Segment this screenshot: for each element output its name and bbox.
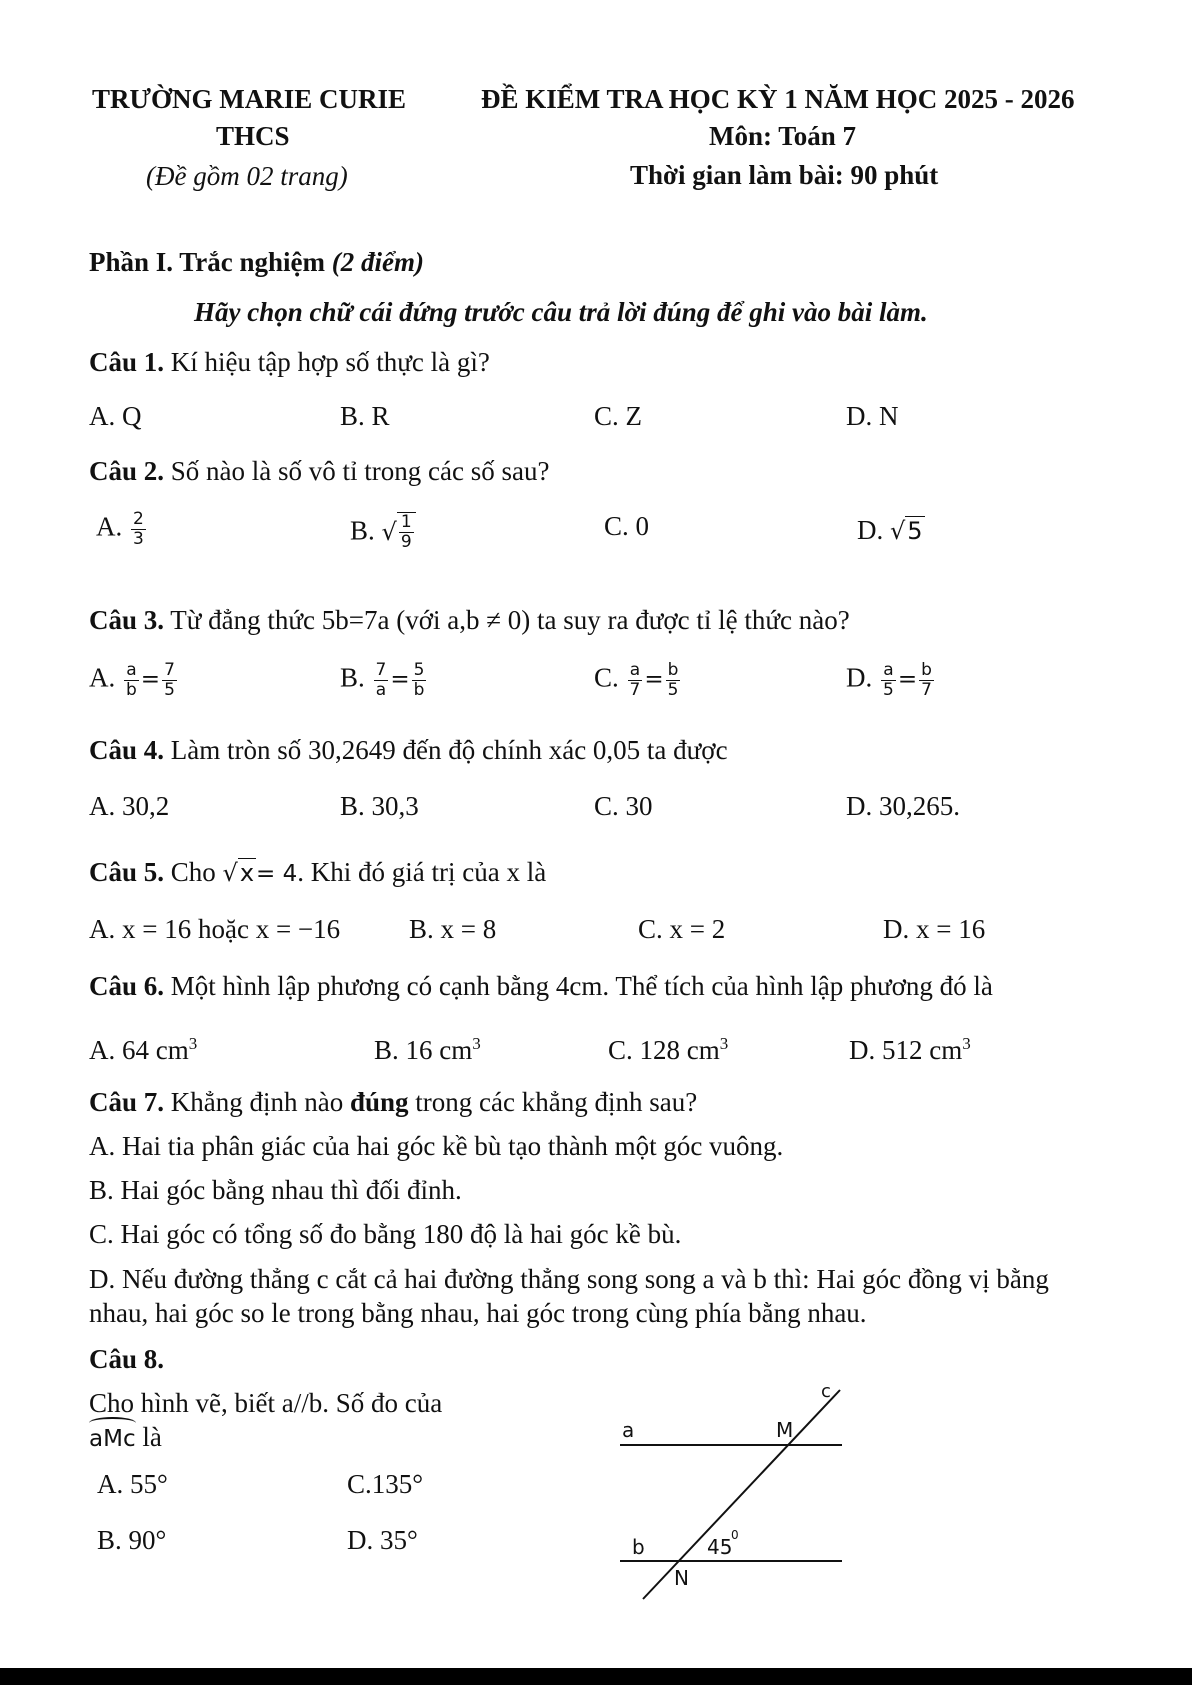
- question-label: Câu 7.: [89, 1087, 165, 1117]
- equals-sign: =: [897, 666, 918, 693]
- fraction: [131, 510, 146, 549]
- q1-option-c: C. Z: [594, 401, 643, 431]
- option-prefix: B.: [350, 515, 375, 546]
- fraction: [666, 661, 681, 700]
- question-label: Câu 3.: [89, 605, 165, 635]
- parallel-lines-figure: [600, 1375, 860, 1615]
- exam-title: ĐỀ KIỂM TRA HỌC KỲ 1 NĂM HỌC 2025 - 2026: [481, 84, 1075, 114]
- subject: Môn: Toán 7: [709, 121, 857, 151]
- question-6: [89, 970, 993, 1002]
- question-label: Câu 2.: [89, 456, 165, 486]
- option-text: B. 16 cm: [374, 1035, 473, 1065]
- degree-mark: 0: [731, 1528, 739, 1542]
- q3-option-a: [89, 661, 179, 700]
- question-text: Từ đẳng thức 5b=7a (với a,b ≠ 0) ta suy ra được tỉ lệ thức nào?: [170, 605, 850, 635]
- fraction: [162, 661, 177, 700]
- exponent: 3: [719, 1034, 729, 1053]
- exponent: 3: [962, 1034, 971, 1053]
- denominator: 5: [883, 680, 894, 700]
- q8-text-line1: Cho hình vẽ, biết a//b. Số đo của: [89, 1388, 443, 1418]
- question-5: [89, 856, 546, 890]
- q7-option-d-line2: nhau, hai góc so le trong bằng nhau, hai góc trong cùng phía bằng nhau.: [89, 1298, 867, 1328]
- numerator: a: [126, 660, 137, 680]
- question-text: Kí hiệu tập hợp số thực là gì?: [170, 347, 490, 377]
- denominator: a: [375, 680, 387, 700]
- q2-option-a: [96, 510, 148, 549]
- angle-notation: aMc: [89, 1423, 136, 1455]
- q8-option-c: C.135°: [347, 1469, 424, 1499]
- q4-option-c: C. 30: [594, 791, 653, 821]
- label-N: N: [674, 1566, 689, 1590]
- radicand: x: [239, 859, 255, 887]
- numerator: 2: [133, 509, 144, 529]
- q7-option-c: C. Hai góc có tổng số đo bằng 180 độ là hai góc kề bù.: [89, 1219, 682, 1249]
- part1-title: Phần I. Trắc nghiệm: [89, 247, 326, 277]
- question-text: Khẳng định nào: [170, 1087, 344, 1117]
- fraction: [628, 661, 643, 700]
- option-text: D. 512 cm: [849, 1035, 963, 1065]
- question-emphasis: đúng: [349, 1087, 409, 1117]
- q7-option-a: A. Hai tia phân giác của hai góc kề bù tạo thành một góc vuông.: [89, 1131, 784, 1161]
- q3-option-b: [340, 661, 428, 700]
- numerator: 1: [400, 512, 412, 532]
- question-text: Cho: [170, 857, 216, 887]
- numerator: 7: [375, 660, 387, 680]
- label-M: M: [776, 1418, 794, 1442]
- q7-option-b: B. Hai góc bằng nhau thì đối đỉnh.: [89, 1175, 462, 1205]
- question-label: Câu 6.: [89, 971, 165, 1001]
- fraction: [919, 661, 934, 700]
- pages-note: (Đề gồm 02 trang): [146, 161, 348, 191]
- fraction: [374, 661, 389, 700]
- q1-option-b: B. R: [340, 401, 390, 431]
- q5-option-d: D. x = 16: [883, 914, 986, 944]
- part1-heading: [89, 246, 424, 278]
- q7-option-d-line1: D. Nếu đường thẳng c cắt cả hai đường thẳng song song a và b thì: Hai góc đồng vị bằng: [89, 1264, 1049, 1294]
- question-text: Một hình lập phương có cạnh bằng 4cm. Thể tích của hình lập phương đó là: [170, 971, 993, 1001]
- q2-option-b: [350, 512, 416, 552]
- question-3: [89, 604, 850, 636]
- option-text: C. 128 cm: [608, 1035, 720, 1065]
- denominator: 5: [164, 680, 175, 700]
- option-text: A. 64 cm: [89, 1035, 189, 1065]
- numerator: a: [883, 660, 894, 680]
- question-text: Làm tròn số 30,2649 đến độ chính xác 0,05 ta được: [170, 735, 728, 765]
- option-prefix: A.: [96, 511, 123, 542]
- school-name: TRƯỜNG MARIE CURIE: [92, 84, 407, 114]
- sqrt-fraction: √ $\frac{1}{9}$: [382, 518, 416, 546]
- question-label: Câu 5.: [89, 857, 165, 887]
- denominator: 5: [667, 680, 679, 700]
- equation-rhs: = 4: [256, 861, 298, 887]
- scan-edge-bar: [0, 1668, 1192, 1685]
- question-2: [89, 455, 549, 487]
- q8-text-line2: [89, 1421, 162, 1455]
- q8-option-d: D. 35°: [347, 1525, 418, 1555]
- denominator: b: [126, 680, 137, 700]
- radicand: 5: [907, 517, 923, 545]
- fraction: [881, 661, 896, 700]
- denominator: b: [413, 680, 425, 700]
- q8-option-a: A. 55°: [97, 1469, 168, 1499]
- q4-option-b: B. 30,3: [340, 791, 419, 821]
- question-text: Số nào là số vô tỉ trong các số sau?: [170, 456, 550, 486]
- denominator: 3: [133, 529, 144, 549]
- exponent: 3: [472, 1034, 481, 1053]
- q4-option-d: D. 30,265.: [846, 791, 960, 821]
- denominator: 9: [400, 532, 412, 552]
- q4-option-a: A. 30,2: [89, 791, 170, 821]
- question-label: Câu 1.: [89, 347, 165, 377]
- q6-option-d: [849, 1028, 971, 1066]
- q6-option-c: [608, 1028, 728, 1066]
- option-prefix: B.: [340, 662, 365, 693]
- q5-option-a: A. x = 16 hoặc x = −16: [89, 914, 341, 944]
- q8-option-b: B. 90°: [97, 1525, 167, 1555]
- duration: Thời gian làm bài: 90 phút: [630, 160, 939, 190]
- q1-option-a: A. Q: [89, 401, 142, 431]
- numerator: a: [629, 660, 641, 680]
- question-label: Câu 4.: [89, 735, 165, 765]
- option-prefix: D.: [846, 662, 873, 693]
- exponent: 3: [188, 1034, 198, 1053]
- fraction: [412, 661, 427, 700]
- part1-points: (2 điểm): [331, 247, 425, 277]
- equals-sign: =: [390, 666, 410, 693]
- question-4: [89, 734, 728, 766]
- question-text-tail: trong các khẳng định sau?: [415, 1087, 698, 1117]
- q2-option-d: [857, 514, 925, 547]
- option-prefix: A.: [89, 662, 116, 693]
- option-prefix: D.: [857, 515, 884, 545]
- line-c: [643, 1390, 840, 1599]
- equals-sign: =: [644, 666, 664, 693]
- numerator: b: [921, 660, 932, 680]
- q3-option-d: [846, 661, 936, 700]
- q1-option-d: D. N: [846, 401, 899, 431]
- label-c: c: [821, 1381, 831, 1402]
- equals-sign: =: [140, 666, 161, 693]
- question-1: [89, 346, 490, 378]
- school-level: THCS: [216, 121, 290, 151]
- option-prefix: C.: [594, 662, 619, 693]
- q6-option-b: [374, 1028, 481, 1066]
- label-b: b: [632, 1535, 645, 1559]
- question-7: [89, 1086, 697, 1118]
- angle-label: 45: [707, 1535, 733, 1559]
- denominator: 7: [629, 680, 641, 700]
- question-text-tail: là: [142, 1422, 162, 1452]
- q3-option-c: [594, 661, 682, 700]
- fraction: [124, 661, 139, 700]
- sqrt-expression: √5: [890, 517, 923, 545]
- numerator: 5: [413, 660, 425, 680]
- label-a: a: [622, 1418, 635, 1442]
- question-text-tail: . Khi đó giá trị của x là: [297, 857, 547, 887]
- q5-option-c: C. x = 2: [638, 914, 726, 944]
- q5-option-b: B. x = 8: [409, 914, 497, 944]
- q2-option-c: C. 0: [604, 511, 650, 541]
- part1-instruction: Hãy chọn chữ cái đứng trước câu trả lời đúng để ghi vào bài làm.: [194, 297, 928, 327]
- q6-option-a: [89, 1028, 197, 1066]
- sqrt-expression: √x: [222, 859, 255, 887]
- numerator: b: [667, 660, 679, 680]
- numerator: 7: [164, 660, 175, 680]
- question-8-label: Câu 8.: [89, 1344, 165, 1374]
- denominator: 7: [921, 680, 932, 700]
